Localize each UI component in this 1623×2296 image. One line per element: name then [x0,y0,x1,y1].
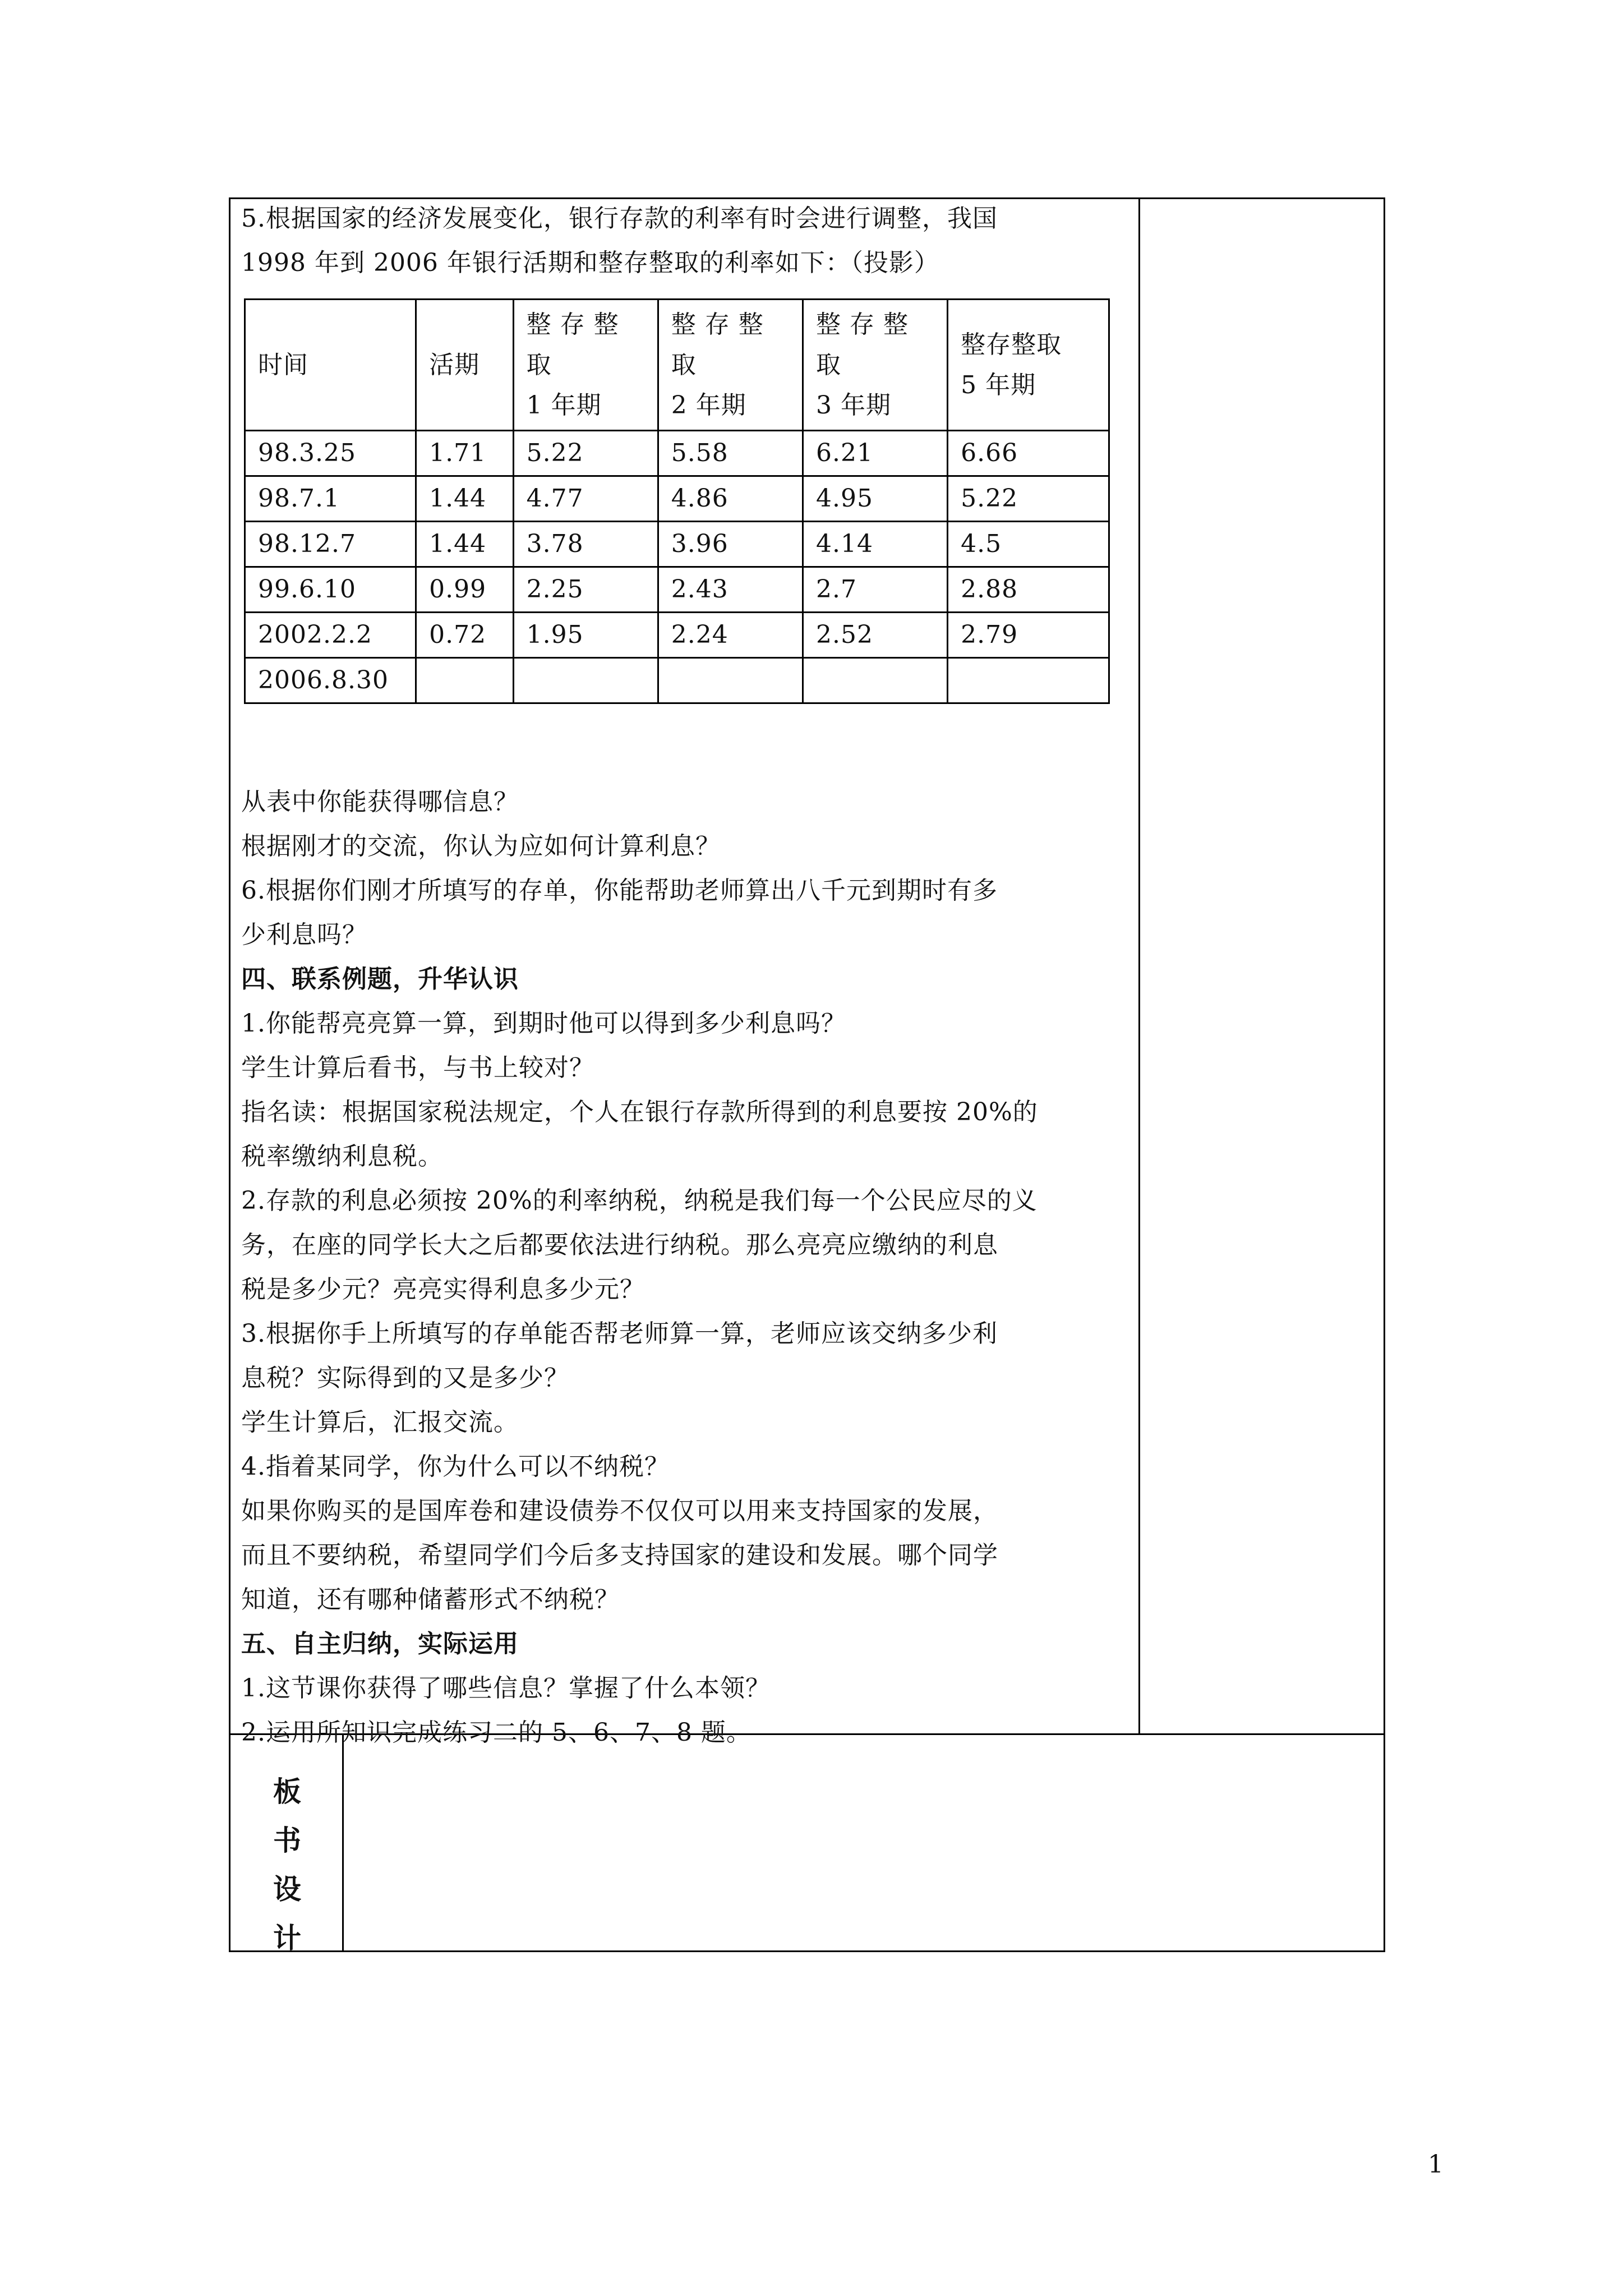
interest-rate-table [244,298,1110,704]
question-line: 根据刚才的交流，你认为应如何计算利息？ [241,832,721,861]
table-cell [513,658,658,703]
table-cell: 4.86 [658,476,803,522]
section-heading-5: 五、自主归纳，实际运用 [241,1630,519,1658]
table-cell [416,658,513,703]
table-cell: 3.96 [658,522,803,567]
table-cell: 2006.8.30 [245,658,416,703]
lesson-content [241,196,1133,1755]
table-cell: 2.52 [803,613,947,658]
table-cell: 3.78 [513,522,658,567]
table-row [245,476,1109,522]
header-2-year-line-3: 2 年期 [671,390,746,420]
table-cell: 2.88 [948,567,1109,613]
table-row [245,522,1109,567]
header-3-year [803,300,947,431]
question-line: 从表中你能获得哪信息？ [241,788,519,816]
text-line: 1.你能帮亮亮算一算，到期时他可以得到多少利息吗？ [241,1009,846,1038]
right-column-divider [1138,197,1140,1734]
table-cell [658,658,803,703]
text-line: 2.运用所知识完成练习二的 5、6、7、8 题。 [241,1718,751,1747]
table-cell [948,658,1109,703]
text-line: 4.指着某同学，你为什么可以不纳税？ [241,1452,670,1481]
table-row [245,658,1109,703]
table-cell: 1.95 [513,613,658,658]
table-cell: 2.7 [803,567,947,613]
intro-line-2: 1998 年到 2006 年银行活期和整存整取的利率如下：（投影） [241,249,939,277]
table-cell [803,658,947,703]
text-line: 3.根据你手上所填写的存单能否帮老师算一算，老师应该交纳多少利 [241,1319,998,1348]
board-design-char: 板 [273,1775,301,1808]
table-cell: 98.12.7 [245,522,416,567]
text-line: 2.存款的利息必须按 20%的利率纳税，纳税是我们每一个公民应尽的义 [241,1186,1038,1215]
header-3-year-line-1: 整 存 整 [815,310,909,339]
header-1-year [513,300,658,431]
intro-paragraph [241,196,1133,285]
table-cell: 4.77 [513,476,658,522]
section-heading-4: 四、联系例题，升华认识 [241,965,519,993]
table-cell: 2.43 [658,567,803,613]
text-line: 1.这节课你获得了哪些信息？掌握了什么本领？ [241,1674,771,1703]
intro-line-1: 5.根据国家的经济发展变化，银行存款的利率有时会进行调整，我国 [241,204,998,233]
table-cell: 98.3.25 [245,431,416,476]
table-cell: 4.5 [948,522,1109,567]
header-5-year [948,300,1109,431]
table-cell: 6.21 [803,431,947,476]
question-line: 少利息吗？ [241,921,367,949]
board-design-char: 设 [273,1872,301,1906]
text-line: 如果你购买的是国库卷和建设债券不仅仅可以用来支持国家的发展， [241,1497,998,1525]
table-cell: 2.79 [948,613,1109,658]
table-cell: 4.95 [803,476,947,522]
table-header-row [245,300,1109,431]
text-line: 税率缴纳利息税。 [241,1142,443,1171]
table-cell: 5.22 [513,431,658,476]
header-2-year-line-1: 整 存 整 [671,310,764,339]
header-time: 时间 [245,300,416,431]
header-2-year [658,300,803,431]
table-cell: 1.71 [416,431,513,476]
table-cell: 2.25 [513,567,658,613]
table-row [245,431,1109,476]
lesson-text-body [241,780,1133,1755]
table-cell: 1.44 [416,476,513,522]
table-cell: 2.24 [658,613,803,658]
text-line: 学生计算后，汇报交流。 [241,1408,519,1437]
header-2-year-line-2: 取 [671,350,697,379]
board-design-char: 书 [273,1824,301,1857]
text-line: 而且不要纳税，希望同学们今后多支持国家的建设和发展。哪个同学 [241,1541,998,1570]
table-cell: 4.14 [803,522,947,567]
text-line: 学生计算后看书，与书上较对？ [241,1053,594,1082]
text-line: 指名读：根据国家税法规定，个人在银行存款所得到的利息要按 20%的 [241,1098,1038,1126]
table-row [245,567,1109,613]
text-line: 务，在座的同学长大之后都要依法进行纳税。那么亮亮应缴纳的利息 [241,1231,998,1259]
header-1-year-line-3: 1 年期 [526,390,602,420]
table-cell: 98.7.1 [245,476,416,522]
header-1-year-line-1: 整 存 整 [526,310,619,339]
question-line: 6.根据你们刚才所填写的存单，你能帮助老师算出八千元到期时有多 [241,876,998,905]
board-design-char: 计 [273,1921,301,1954]
table-cell: 2002.2.2 [245,613,416,658]
table-cell: 5.22 [948,476,1109,522]
page-number: 1 [1428,2150,1444,2179]
header-3-year-line-3: 3 年期 [815,390,891,420]
table-cell: 0.72 [416,613,513,658]
header-5-year-line-2: 5 年期 [961,370,1036,399]
table-cell: 6.66 [948,431,1109,476]
text-line: 息税？实际得到的又是多少？ [241,1364,569,1392]
header-1-year-line-2: 取 [526,350,552,379]
header-3-year-line-2: 取 [815,350,841,379]
table-cell: 0.99 [416,567,513,613]
table-cell: 1.44 [416,522,513,567]
text-line: 税是多少元？亮亮实得利息多少元？ [241,1275,645,1304]
board-design-label [242,1767,332,1962]
table-cell: 5.58 [658,431,803,476]
table-cell: 99.6.10 [245,567,416,613]
header-5-year-line-1: 整存整取 [961,330,1062,359]
text-line: 知道，还有哪种储蓄形式不纳税？ [241,1585,620,1614]
table-row [245,613,1109,658]
header-huoqi: 活期 [416,300,513,431]
board-label-divider [342,1733,344,1952]
